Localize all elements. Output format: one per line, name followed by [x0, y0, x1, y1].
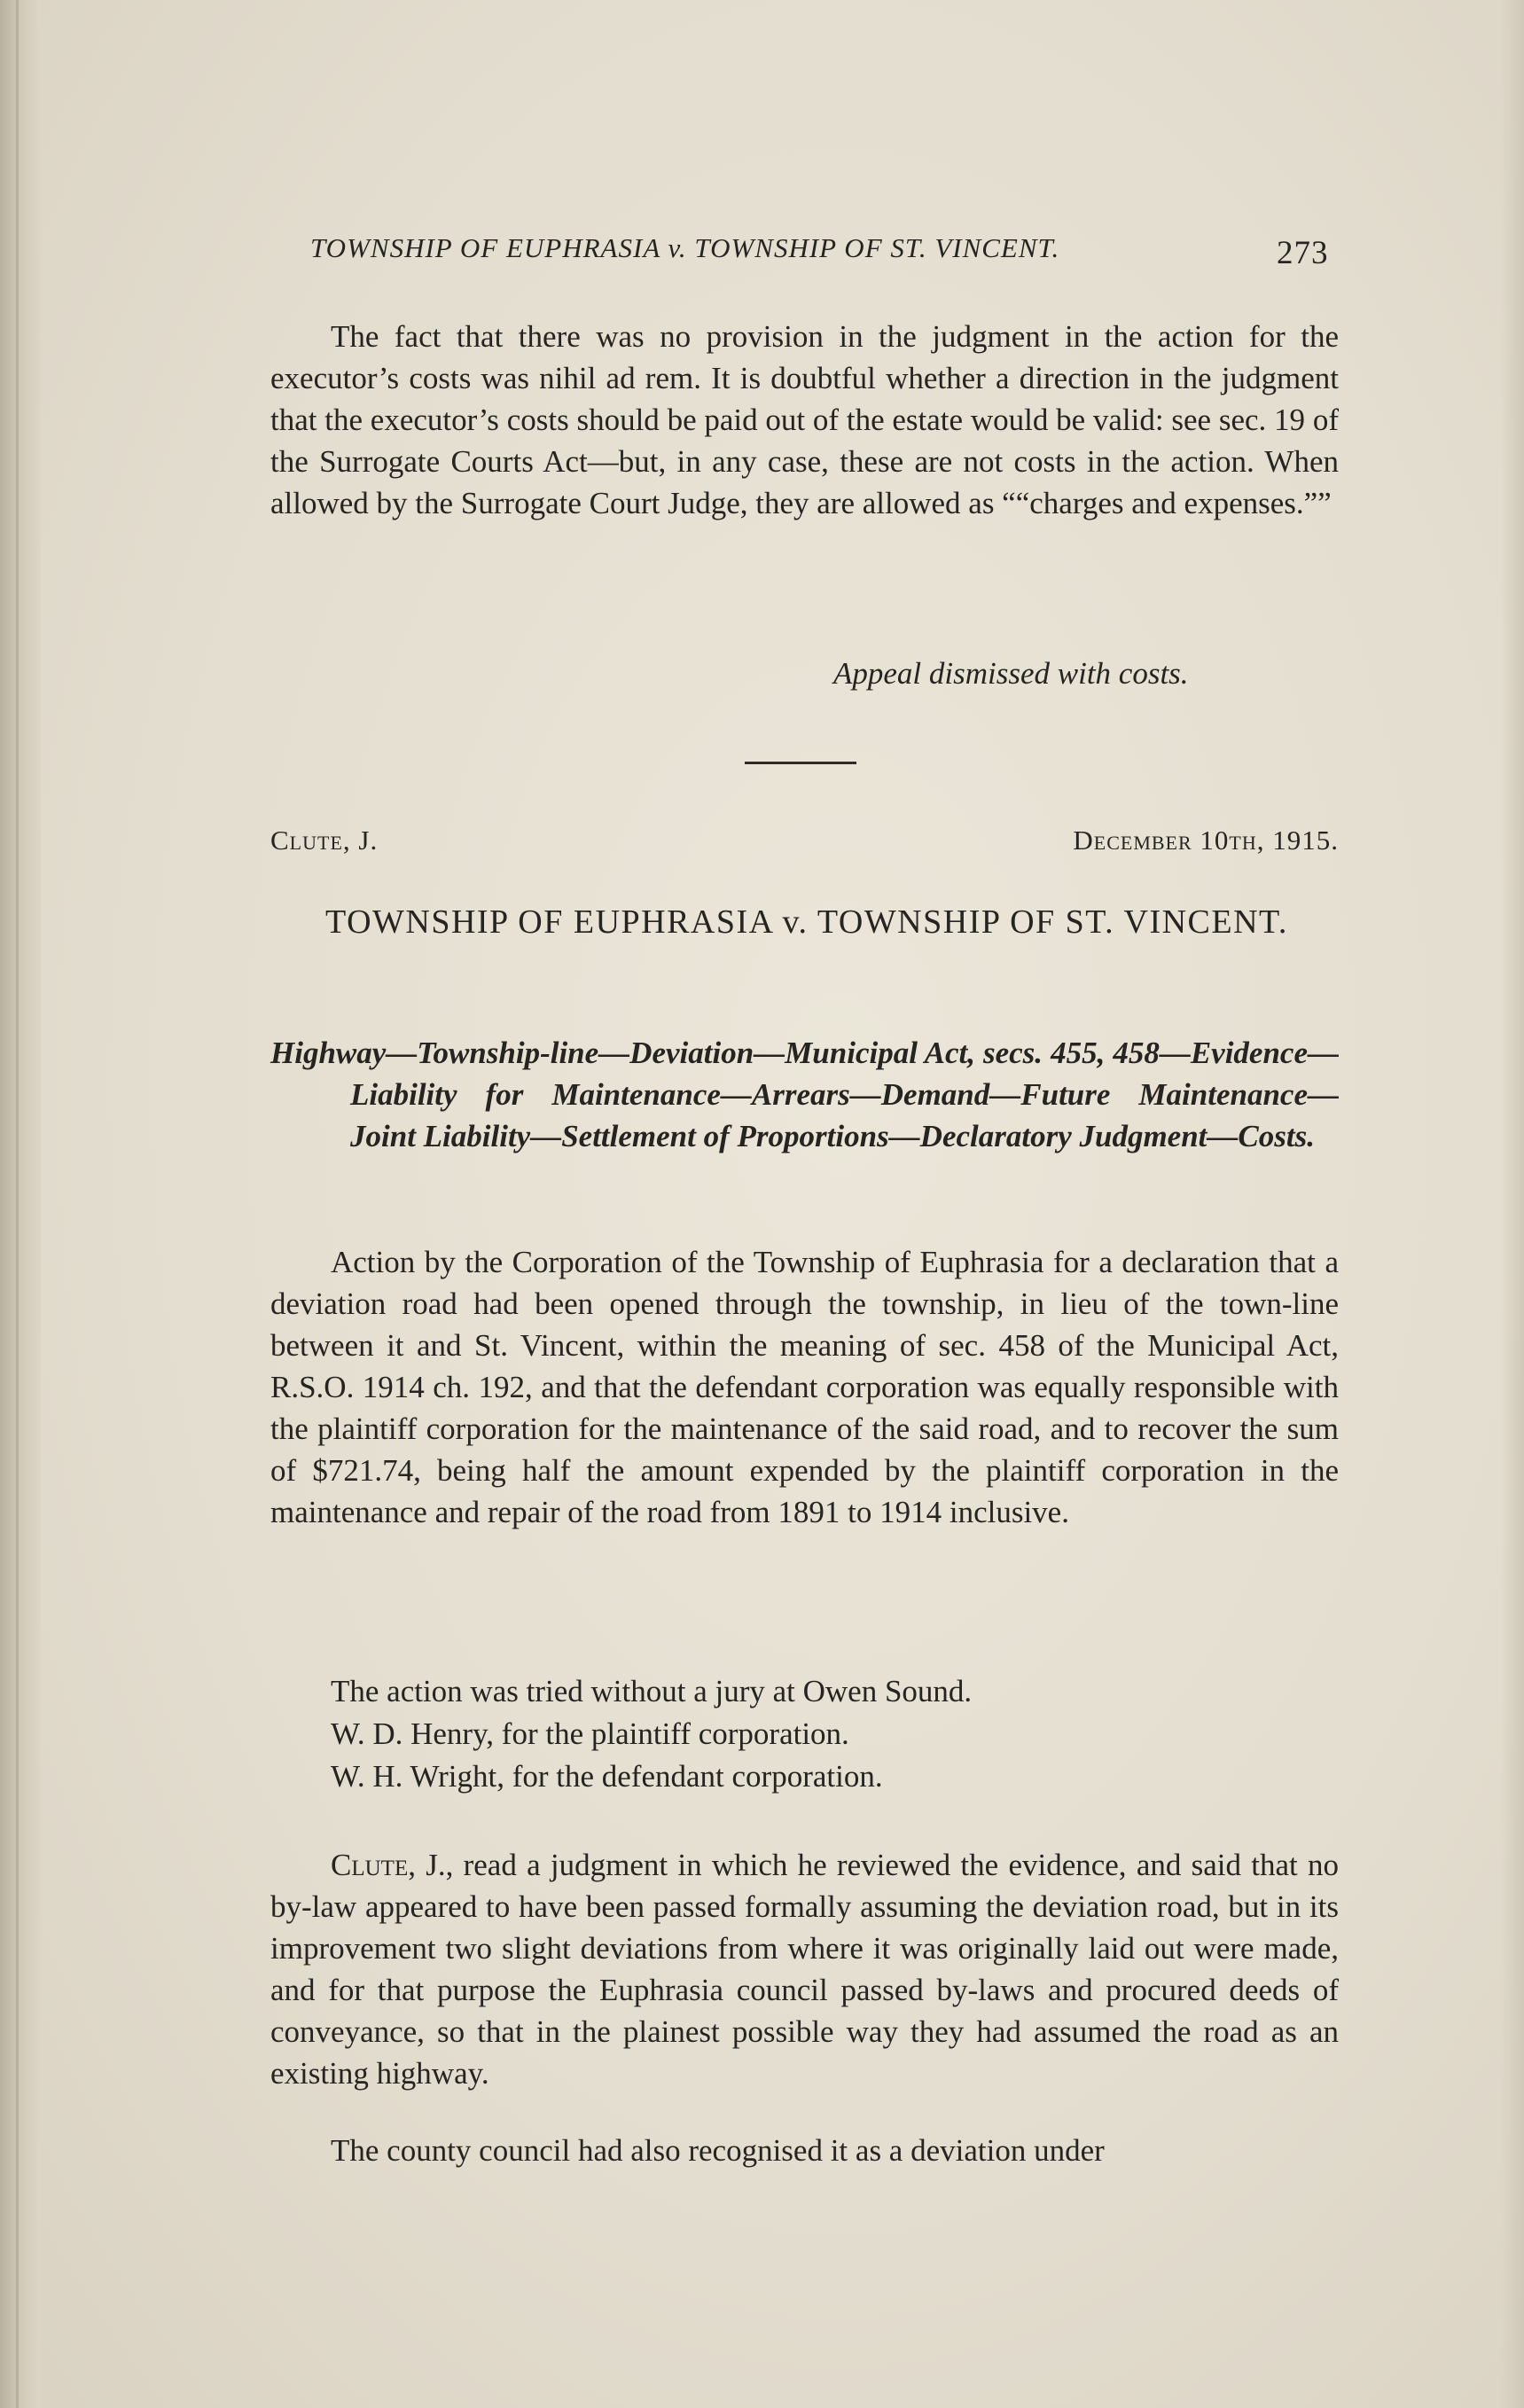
trial-line: The action was tried without a jury at Owen Sound.	[331, 1674, 973, 1708]
book-gutter	[0, 0, 41, 2408]
headnote: Highway—Township-line—Deviation—Municipal Act, secs. 455, 458—Evidence—Liability for Maintenance—Arrears—Demand—Future Maintenance—Joint Liability—Settlement of Proportions—Declaratory Judgment—Costs.	[270, 1036, 1339, 1153]
disposition: Appeal dismissed with costs.	[833, 656, 1189, 691]
page-edge	[1501, 0, 1524, 2408]
running-head: TOWNSHIP OF EUPHRASIA v. TOWNSHIP OF ST. VINCENT.	[310, 232, 1060, 263]
judgment-judge: Clute, J.,	[331, 1848, 454, 1882]
judge-name: Clute, J.	[270, 825, 379, 856]
judgment-paragraph	[270, 1844, 1339, 2094]
action-paragraph: Action by the Corporation of the Township of Euphrasia for a declaration that a deviation road had been opened through the township, in lieu of the town-line between it and St. Vincent, within the meaning of sec. 458 of the Municipal Act, R.S.O. 1914 ch. 192, and that the defendant corporation was equally responsible with the plaintiff corporation for the maintenance of the said road, and to recover the sum of $721.74, being half the amount expended by the plaintiff corporation in the maintenance and repair of the road from 1891 to 1914 inclusive.	[270, 1245, 1339, 1529]
case-title: TOWNSHIP OF EUPHRASIA v. TOWNSHIP OF ST. VINCENT.	[325, 903, 1288, 941]
defendant-counsel: W. H. Wright, for the defendant corporation.	[331, 1759, 883, 1794]
judge-date-line	[270, 825, 1339, 856]
prior-case-paragraph: The fact that there was no provision in the judgment in the action for the executor’s costs was nihil ad rem. It is doubtful whether a direction in the judgment that the executor’s costs should be paid out of the estate would be valid: see sec. 19 of the Surrogate Courts Act—but, in any case, these are not costs in the action. When allowed by the Surrogate Court Judge, they are allowed as ““charges and expenses.””	[270, 319, 1339, 520]
plaintiff-counsel: W. D. Henry, for the plaintiff corporation.	[331, 1716, 849, 1751]
section-divider	[745, 762, 856, 764]
judgment-text: read a judgment in which he reviewed the evidence, and said that no by-law appeared to have been passed formally assuming the deviation road, but in its improvement two slight deviations from where it was originally laid out were made, and for that purpose the Euphrasia council passed by-laws and procured deeds of conveyance, so that in the plainest possible way they had assumed the road as an existing highway.	[270, 1848, 1339, 2091]
decision-date: December 10th, 1915.	[1073, 825, 1339, 856]
gutter-shadow	[16, 0, 19, 2408]
page-number: 273	[1277, 235, 1329, 271]
continuation-line: The county council had also recognised it as a deviation under	[331, 2133, 1105, 2168]
